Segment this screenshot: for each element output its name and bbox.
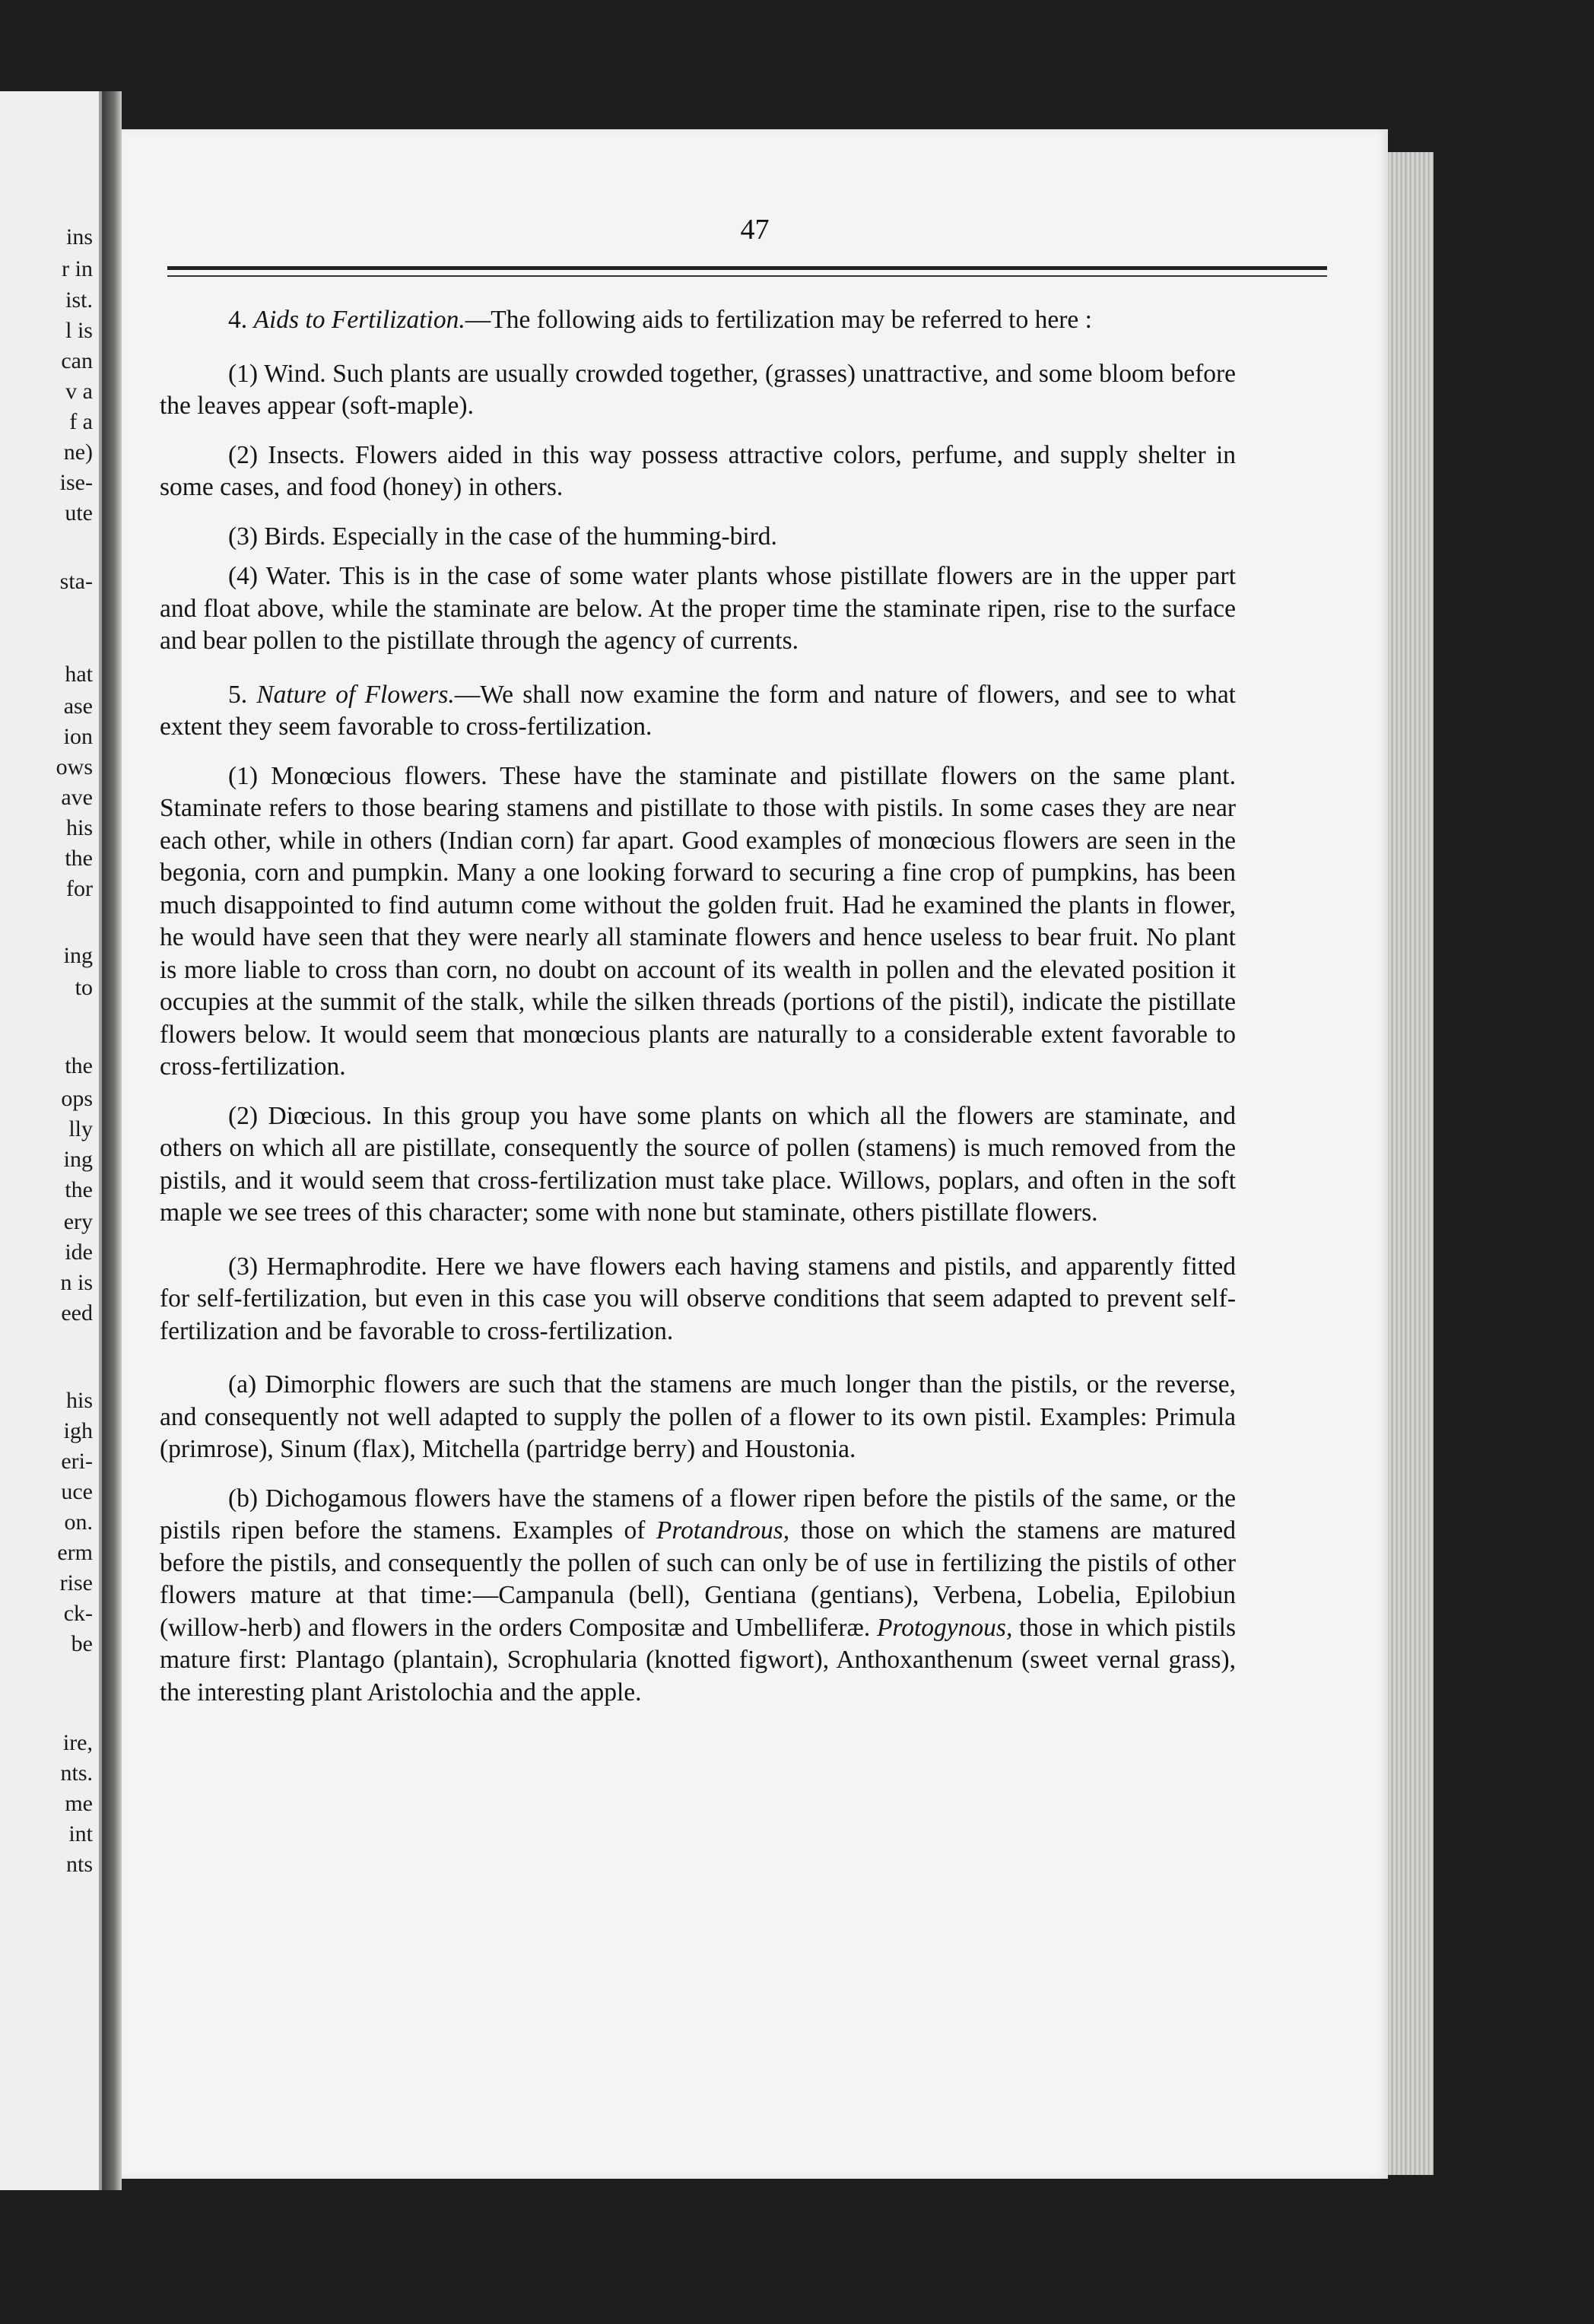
left-page-fragment: ins xyxy=(65,224,93,249)
page-number: 47 xyxy=(740,214,770,246)
book-gutter xyxy=(102,91,122,2190)
section-5-number: 5. xyxy=(228,680,248,709)
page-stack-edge xyxy=(1388,152,1434,2175)
dimorphic-paragraph: (a) Dimorphic flowers are such that the stamens are much longer than the pistils, or the reverse, and consequently not well adapted to supply the pollen of a flower to its own pistil. Examples: Primula (primrose), Sinum (flax), Mitchella (partridge berry) and Houstonia. xyxy=(160,1370,1236,1463)
left-page-fragment: ck- xyxy=(63,1601,93,1626)
left-page-fragment: ing xyxy=(63,1147,93,1172)
left-page-fragment: nts xyxy=(65,1852,93,1877)
left-page-fragment: the xyxy=(65,1177,93,1202)
left-page-fragment: uce xyxy=(61,1479,93,1504)
left-page-fragment: ion xyxy=(63,724,93,749)
aid-wind: (1) Wind. Such plants are usually crowded together, (grasses) unattractive, and some bloom before the leaves appear (soft-maple). xyxy=(160,359,1236,420)
dichogamous-text-c: those in which pistils mature first: Plantago (plantain), Scrophularia (knotted figwort), Anthoxanthenum (sweet vernal grass), the interesting plant Aristolochia and the apple. xyxy=(160,1613,1236,1706)
left-page-fragment: r in xyxy=(62,256,93,281)
left-page-fragment: ops xyxy=(61,1086,93,1111)
left-page-fragment: ute xyxy=(65,500,93,525)
left-page-fragment: n is xyxy=(60,1270,93,1295)
left-page-fragment: be xyxy=(71,1631,93,1656)
left-page-fragment: ne) xyxy=(63,440,93,465)
section-4-heading: Aids to Fertilization. xyxy=(253,306,465,334)
left-page-fragment: eed xyxy=(61,1300,93,1326)
left-page-fragment: to xyxy=(75,975,93,1000)
monoecious-paragraph: (1) Monœcious flowers. These have the staminate and pistillate flowers on the same plant. Staminate refers to those bearing stamens and pistillate to those with pistils. In some cases they are near each other, while in others (Indian corn) far apart. Good examples of monœcious flowers are seen in the begonia, corn and pumpkin. Many a one looking forward to securing a fine crop of pumpkins, has been much disappointed to find autumn come without the golden fruit. Had he examined the plants in flower, he would have seen that they were nearly all staminate flowers and hence useless to bear fruit. No plant is more liable to cross than corn, no doubt on account of its wealth in pollen and the elevated position it occupies at the summit of the stalk, while the silken threads (portions of the pistil), indicate the pistillate flowers below. It would seem that monœcious plants are naturally to a considerable extent favorable to cross-fertilization. xyxy=(160,761,1236,1081)
section-5-heading: Nature of Flowers. xyxy=(256,680,455,709)
hermaphrodite-paragraph: (3) Hermaphrodite. Here we have flowers each having stamens and pistils, and apparently fitted for self-fertilization, but even in this case you will observe conditions that seem adapted to prevent self-fertilization and be favorable to cross-fertilization. xyxy=(160,1252,1236,1345)
left-page-fragment: ire, xyxy=(62,1730,93,1755)
dichogamous-paragraph xyxy=(160,1483,1236,1710)
left-page-fragment: on. xyxy=(64,1510,93,1535)
left-page-fragment: ist. xyxy=(65,287,93,313)
left-page-fragment: hat xyxy=(65,662,93,687)
left-page-fragment: ase xyxy=(63,694,93,719)
aid-birds: (3) Birds. Especially in the case of the humming-bird. xyxy=(228,522,777,551)
left-page-fragment: ave xyxy=(61,785,93,810)
aid-water: (4) Water. This is in the case of some water plants whose pistillate flowers are in the upper part and float above, while the staminate are below. At the proper time the staminate ripen, rise to the surface and bear pollen to the pistillate through the agency of currents. xyxy=(160,562,1236,655)
protogynous-term: Protogynous, xyxy=(876,1613,1013,1642)
left-page-fragment: the xyxy=(65,846,93,871)
header-rule-thin xyxy=(167,275,1327,277)
left-page-fragment: me xyxy=(65,1791,93,1816)
dioecious-paragraph: (2) Diœcious. In this group you have some plants on which all the flowers are staminate, and others on which all are pistillate, consequently the source of pollen (stamens) is much removed from the pistils, and it would seem that cross-fertilization must take place. Willows, poplars, and often in the soft maple we see trees of this character; some with none but staminate, others pistillate flowers. xyxy=(160,1101,1236,1227)
left-page-fragment: his xyxy=(65,1388,93,1413)
left-page-fragment: ing xyxy=(63,943,93,968)
section-5-intro xyxy=(160,679,1236,744)
section-4-intro xyxy=(160,304,1236,337)
left-page-fragment: ise- xyxy=(59,470,93,495)
protandrous-term: Protandrous, xyxy=(656,1516,790,1545)
section-4-number: 4. xyxy=(228,306,248,334)
aid-insects: (2) Insects. Flowers aided in this way possess attractive colors, perfume, and supply shelter in some cases, and food (honey) in others. xyxy=(160,440,1236,501)
left-page-fragment: ide xyxy=(65,1240,93,1265)
left-page-fragment: nts. xyxy=(60,1760,93,1786)
left-page-fragment: eri- xyxy=(61,1449,93,1474)
left-page-fragment: int xyxy=(68,1821,93,1846)
left-page-fragment: ery xyxy=(63,1209,93,1234)
left-page-fragment: the xyxy=(65,1053,93,1078)
section-4-intro-text: —The following aids to fertilization may be referred to here : xyxy=(465,306,1092,334)
page-body xyxy=(160,304,1236,1726)
left-page-fragment: lly xyxy=(68,1116,93,1141)
left-page-fragment: sta- xyxy=(59,569,93,594)
left-page-fragment: erm xyxy=(57,1540,93,1565)
left-page-fragment: ows xyxy=(56,754,93,779)
book-page xyxy=(122,129,1388,2179)
left-page-fragment: l is xyxy=(65,318,93,343)
left-page-fragment: his xyxy=(65,815,93,840)
left-page-fragment: rise xyxy=(59,1570,93,1595)
left-page-fragment: igh xyxy=(63,1418,93,1443)
left-page-fragment: v a xyxy=(65,379,93,404)
left-page-fragment: can xyxy=(61,348,93,373)
header-rule-thick xyxy=(167,266,1327,270)
section-5-intro-text: —We shall now examine the form and nature of flowers, and see to what extent they seem favorable to cross-fertilization. xyxy=(160,680,1236,741)
left-page-edge xyxy=(0,91,102,2190)
dichogamous-text-a: (b) Dichogamous flowers have the stamens of a flower ripen before the pistils of the same, or the pistils ripen before the stamens. Examples of xyxy=(160,1484,1236,1545)
dichogamous-text-b: those on which the stamens are matured before the pistils, and consequently the pollen of such can only be of use in fertilizing the pistils of other flowers mature at that time:—Campanula (bell), Gentiana (gentians), Verbena, Lobelia, Epilobiun (willow-herb) and flowers in the orders Compositæ and Umbelliferæ. xyxy=(160,1516,1237,1642)
left-page-fragment: f a xyxy=(69,409,93,434)
left-page-fragment: for xyxy=(66,876,93,901)
